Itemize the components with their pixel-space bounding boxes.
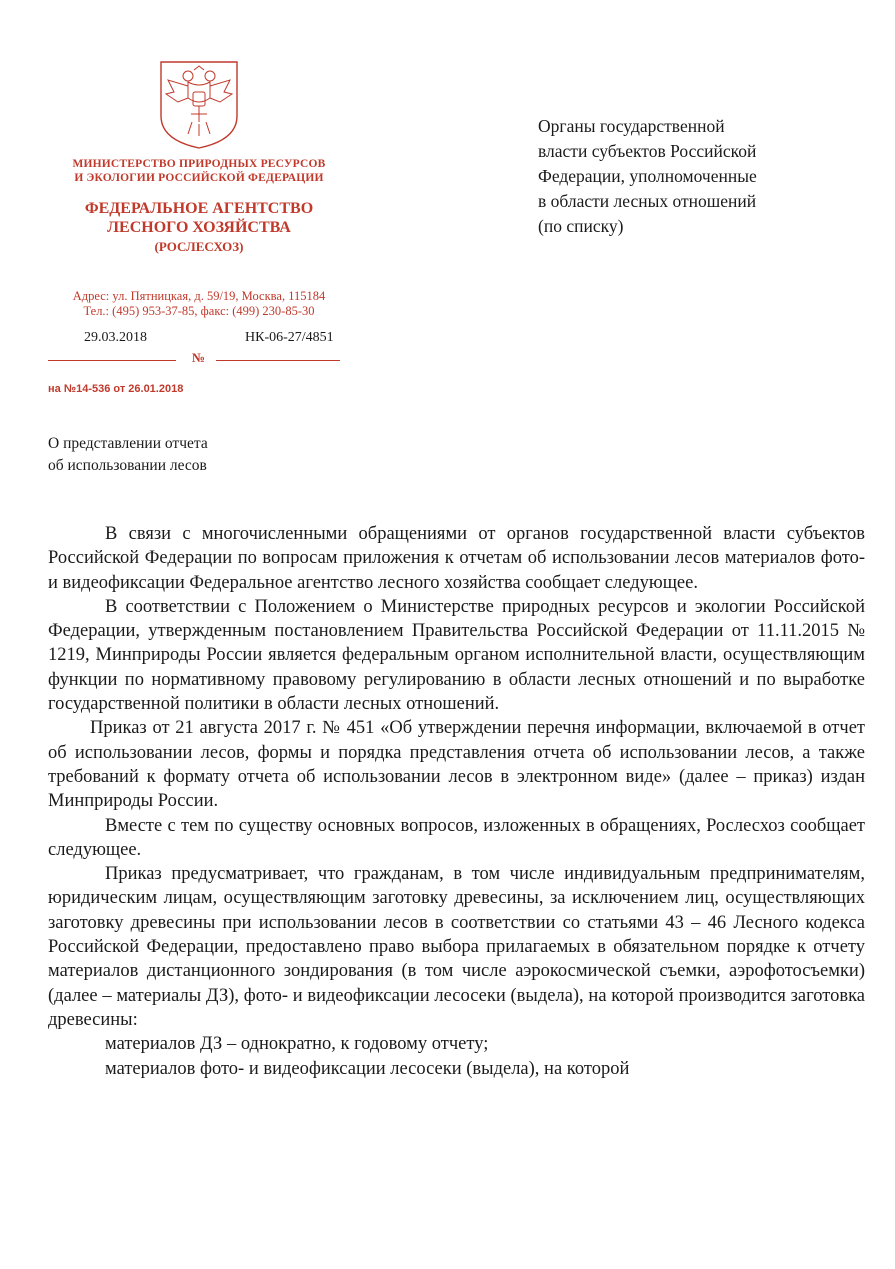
number-underline xyxy=(216,360,340,361)
date-underline xyxy=(48,360,176,361)
agency-name xyxy=(40,199,358,256)
coat-of-arms-icon xyxy=(158,58,240,150)
recipient-block xyxy=(538,114,858,239)
registration-number: НК-06-27/4851 xyxy=(245,330,334,345)
recipient-line: власти субъектов Российской xyxy=(538,141,757,161)
body-paragraph: Приказ предусматривает, что гражданам, в том числе индивидуальным предпринимателям, юридическим лицам, осуществляющим заготовку древесины, за исключением лиц, осуществляющих заготовку древесины при использовании лесов в соответствии со статьями 43 – 46 Лесного кодекса Российской Федерации, предоставлено право выбора прилагаемых в обязательном порядке к отчету материалов дистанционного зондирования (в том числе аэрокосмической съемки, аэрофотосъемки) (далее – материалы ДЗ), фото- и видеофиксации лесосеки (выдела), на которой производится заготовка древесины: xyxy=(48,864,865,1030)
agency-line: ЛЕСНОГО ХОЗЯЙСТВА xyxy=(107,219,291,236)
agency-line: ФЕДЕРАЛЬНОЕ АГЕНТСТВО xyxy=(84,200,314,217)
body-paragraph: Вместе с тем по существу основных вопросов, изложенных в обращениях, Рослесхоз сообщает следующее. xyxy=(48,815,865,860)
body-paragraph: В соответствии с Положением о Министерстве природных ресурсов и экологии Российской Федерации, утвержденным постановлением Правительства Российской Федерации от 11.11.2015 № 1219, Минприроды России является федеральным органом исполнительной власти, осуществляющим функции по нормативному правовому регулированию в области лесных отношений и по выработке государственной политики в области лесных отношений. xyxy=(48,596,865,715)
ministry-line: МИНИСТЕРСТВО ПРИРОДНЫХ РЕСУРСОВ xyxy=(72,158,326,170)
recipient-line: Органы государственной xyxy=(538,116,725,136)
ministry-line: И ЭКОЛОГИИ РОССИЙСКОЙ ФЕДЕРАЦИИ xyxy=(74,172,324,184)
body-paragraph: материалов фото- и видеофиксации лесосеки (выдела), на которой xyxy=(105,1058,630,1079)
address-line: Адрес: ул. Пятницкая, д. 59/19, Москва, 115184 xyxy=(72,289,326,303)
phone-line: Тел.: (495) 953-37-85, факс: (499) 230-85-30 xyxy=(83,304,315,318)
subject-line: об использовании лесов xyxy=(48,457,207,474)
number-sign: № xyxy=(192,350,206,365)
recipient-line: в области лесных отношений xyxy=(538,191,757,211)
letterhead-address xyxy=(40,289,358,319)
recipient-line: (по списку) xyxy=(538,216,624,236)
ministry-name xyxy=(40,157,358,185)
body-paragraph: В связи с многочисленными обращениями от органов государственной власти субъектов Российской Федерации по вопросам приложения к отчетам об использовании лесов материалов фото- и видеофиксации Федеральное агентство лесного хозяйства сообщает следующее. xyxy=(48,524,865,593)
letter-subject xyxy=(48,433,368,477)
registration-date: 29.03.2018 xyxy=(84,330,147,345)
body-paragraph: Приказ от 21 августа 2017 г. № 451 «Об утверждении перечня информации, включаемой в отчет об использовании лесов, формы и порядка представления отчета об использовании лесов, а также требований к формату отчета об использовании лесов в электронном виде» (далее – приказ) издан Минприроды России. xyxy=(48,718,865,812)
subject-line: О представлении отчета xyxy=(48,435,208,452)
agency-abbr: (РОСЛЕСХОЗ) xyxy=(154,239,244,254)
body-paragraph: материалов ДЗ – однократно, к годовому отчету; xyxy=(105,1034,489,1055)
reply-reference: на №14-536 от 26.01.2018 xyxy=(48,383,184,395)
recipient-line: Федерации, уполномоченные xyxy=(538,166,757,186)
letter-body xyxy=(48,522,865,1081)
